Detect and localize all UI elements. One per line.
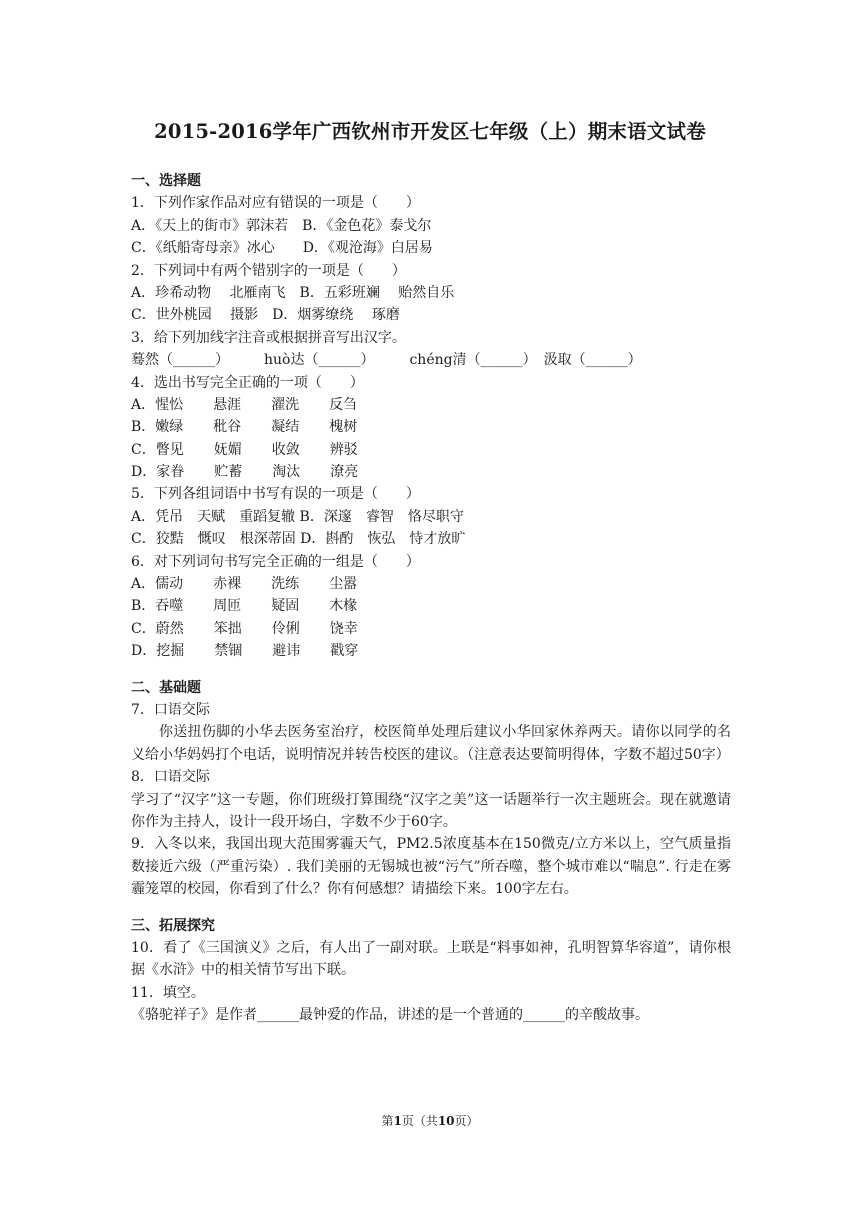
option-word: 反刍 (329, 396, 358, 413)
option-word: 疑固 (271, 598, 300, 615)
option-word: 尘嚣 (329, 576, 358, 593)
option-word: 木椽 (329, 598, 358, 615)
option-word: 濯洗 (271, 396, 300, 413)
q9-body: 9．入冬以来，我国出现大范围雾霾天气，PM2.5浓度基本在150微克/立方米以上，空气质量指数接近六级（严重污染）. 我们美丽的无锡城也被“污气”所吞噬，整个城市难以“喘息”. 行走在雾霾笼罩的校园，你看到了什么？你有何感想？请描绘下来。100字左右。 (131, 836, 731, 898)
option-word: 贮蓄 (214, 464, 243, 481)
footer-mid: 页（共 (401, 1114, 438, 1128)
footer-suffix: 页） (454, 1114, 479, 1128)
q5-options-cd: C．狡黠 慨叹 根深蒂固 D．斟酌 恢弘 恃才放旷 (131, 531, 466, 548)
option-word: 禁锢 (214, 643, 243, 660)
q3-items: 蓦然（______） huò达（______） chéng清（______） 汲取（______） (131, 352, 642, 369)
document-body (131, 170, 731, 1027)
option-word: 收敛 (271, 441, 300, 458)
option-word: 周匝 (213, 598, 242, 615)
page-number: 1 (393, 1114, 402, 1128)
option-word: A．儒动 (131, 576, 184, 593)
option-word: 伶俐 (271, 620, 300, 637)
q5-stem: 5．下列各组词语中书写有误的一项是（ ） (131, 486, 420, 503)
section-heading-choice: 一、选择题 (131, 173, 201, 189)
q4-option-c (131, 439, 731, 461)
option-word: 凝结 (271, 419, 300, 436)
q6-option-d (131, 640, 731, 662)
section-heading-basic: 二、基础题 (131, 679, 201, 696)
option-word: B．吞噬 (131, 598, 184, 615)
q10-body: 10．看了《三国演义》之后，有人出了一副对联。上联是“料事如神，孔明智算华容道”，请你根据《水浒》中的相关情节写出下联。 (131, 940, 731, 979)
section-heading-extension: 三、拓展探究 (131, 917, 215, 934)
option-word: 洗练 (271, 576, 300, 593)
option-word: 槐树 (329, 419, 358, 436)
option-word: B．嫩绿 (131, 419, 184, 436)
q5-options-ab: A．凭吊 天赋 重蹈复辙 B．深邃 睿智 恪尽职守 (131, 508, 464, 525)
q6-stem: 6．对下列词句书写完全正确的一组是（ ） (131, 553, 420, 570)
q8-stem: 8．口语交际 (131, 769, 210, 786)
q4-option-a (131, 394, 731, 416)
q1-stem: 1．下列作家作品对应有错误的一项是（ ） (131, 195, 420, 212)
q1-options-cd: C．《纸船寄母亲》冰心 D．《观沧海》白居易 (131, 240, 433, 257)
q4-stem: 4．选出书写完全正确的一项（ ） (131, 374, 364, 391)
footer-prefix: 第 (381, 1114, 394, 1128)
option-word: C．瞥见 (131, 441, 184, 458)
option-word: 淘汰 (272, 464, 301, 481)
q7-body: 你送扭伤脚的小华去医务室治疗，校医简单处理后建议小华回家休养两天。请你以同学的名义给小华妈妈打个电话，说明情况并转告校医的建议。（注意表达要简明得体，字数不超过50字） (131, 724, 731, 763)
q6-option-a (131, 573, 731, 595)
option-word: D．挖掘 (131, 643, 185, 660)
option-word: C．蔚然 (131, 620, 184, 637)
q4-option-d (131, 461, 731, 483)
q6-option-b (131, 595, 731, 617)
q2-stem: 2．下列词中有两个错别字的一项是（ ） (131, 262, 406, 279)
q1-options-ab: A．《天上的街市》郭沫若 B．《金色花》泰戈尔 (131, 217, 432, 234)
q11-body: 《骆驼祥子》是作者______最钟爱的作品，讲述的是一个普通的______的辛酸故事。 (131, 1007, 649, 1024)
option-word: 戳穿 (330, 643, 359, 660)
option-word: A．惺忪 (131, 396, 184, 413)
page-total: 10 (437, 1114, 455, 1128)
option-word: 妩媚 (213, 441, 242, 458)
q6-option-c (131, 618, 731, 640)
document-title: 2015-2016学年广西钦州市开发区七年级（上）期末语文试卷 (154, 120, 706, 143)
q4-option-b (131, 416, 731, 438)
q3-stem: 3．给下列加线字注音或根据拼音写出汉字。 (131, 329, 406, 346)
option-word: D．家眷 (131, 464, 185, 481)
q8-body: 学习了“汉字”这一专题，你们班级打算围绕“汉字之美”这一话题举行一次主题班会。现在就邀请你作为主持人，设计一段开场白，字数不少于60字。 (131, 791, 731, 830)
q11-stem: 11．填空。 (131, 984, 205, 1001)
q2-options-cd: C．世外桃园 摄影 D．烟雾缭绕 琢磨 (131, 307, 400, 324)
option-word: 辨驳 (329, 441, 358, 458)
option-word: 饶幸 (329, 620, 358, 637)
option-word: 避讳 (272, 643, 301, 660)
option-word: 笨拙 (213, 620, 242, 637)
option-word: 秕谷 (213, 419, 242, 436)
option-word: 赤裸 (213, 576, 242, 593)
q2-options-ab: A．珍希动物 北雁南飞 B．五彩班斓 贻然自乐 (131, 284, 455, 301)
page-footer (0, 1112, 860, 1129)
option-word: 潦亮 (330, 464, 359, 481)
q7-stem: 7．口语交际 (131, 701, 210, 718)
option-word: 悬涯 (213, 396, 242, 413)
